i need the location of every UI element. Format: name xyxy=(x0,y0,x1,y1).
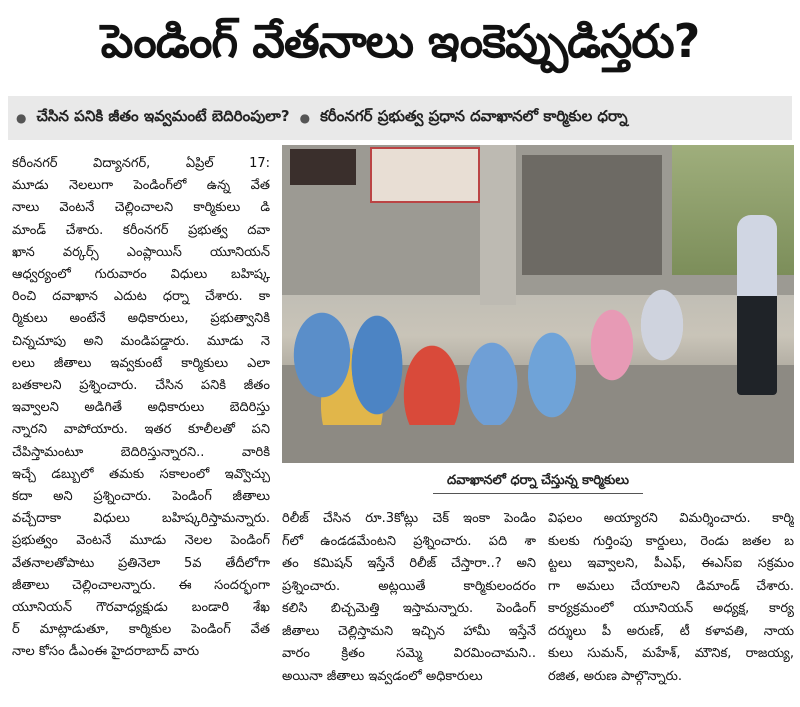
article-line: అయినా జీతాలు ఇవ్వడంలో అధికారులు xyxy=(282,668,483,684)
article-line: కలిసి బిచ్చమెత్తి ఇస్తామన్నారు. పెండింగ్ xyxy=(282,601,536,616)
article-line: నాల కోసం డీఎంఈ హైదరాబాద్ వారు xyxy=(12,644,200,660)
article-line: న్నారని వాపోయారు. ఇతర కూలీలతో పని xyxy=(12,422,270,438)
article-line: కులు సుమన్, మహేశ్, మౌనిక, రాజయ్య, xyxy=(548,646,794,661)
photo-caption-text: దవాఖానలో ధర్నా చేస్తున్న కార్మికులు xyxy=(433,473,643,494)
article-line: వచ్చేదాకా విధులు బహిష్కరిస్తామన్నారు. xyxy=(12,511,270,527)
article-line: కార్యక్రమంలో యూనియన్ అధ్యక్ష, కార్య xyxy=(548,601,794,616)
photo-banner xyxy=(370,147,480,203)
article-line: రిలీజ్ చేసిన రూ.3కోట్లు చెక్ ఇంకా పెండిం xyxy=(282,511,536,526)
article-column-right xyxy=(548,508,794,688)
article-line: నాలు వెంటనే చెల్లించాలని కార్మికులు డి xyxy=(12,200,270,216)
article-column-left xyxy=(12,153,270,664)
article-line: కులకు గుర్తింపు కార్డులు, రెండు జతల బ xyxy=(548,533,794,549)
article-line: వేతనాలతోపాటు ప్రతినెలా 5వ తేదీలోగా xyxy=(12,555,270,571)
bullet-icon: ● xyxy=(299,111,311,125)
article-line: ర్మికులు అంటేనే అధికారులు, ప్రభుత్వానికి xyxy=(12,311,270,327)
subheadline-bar xyxy=(8,96,792,140)
article-line: జీతాలు చెల్లిస్తామని ఇచ్చిన హామీ ఇస్తేనే xyxy=(282,623,536,639)
subheadline-1: చేసిన పనికి జీతం ఇవ్వమంటే బెదిరింపులా? xyxy=(36,107,290,125)
article-line: ఇవ్వాలని అడిగితే అధికారులు బెదిరిస్తు xyxy=(12,400,270,416)
article-line: కదా అని ప్రశ్నించారు. పెండింగ్ జీతాలు xyxy=(12,489,270,505)
subheadline-2: కరీంనగర్ ప్రభుత్వ ప్రధాన దవాఖానలో కార్మికుల ధర్నా xyxy=(320,107,628,125)
article-line: రజిత, అరుణ పాల్గొన్నారు. xyxy=(548,668,682,684)
article-line: ఆధ్వర్యంలో గురువారం విధులు బహిష్క xyxy=(12,267,270,283)
photo-protesters xyxy=(282,215,702,425)
article-line: ట్టలు ఇవ్వాలని, పీఎఫ్, ఈఎస్ఐ సక్రమం xyxy=(548,556,794,571)
article-line: వారం క్రితం సమ్మె విరమించామని.. xyxy=(282,646,536,661)
article-line: జీతాలు చెల్లించాలన్నారు. ఈ సందర్భంగా xyxy=(12,577,270,593)
article-line: కరీంనగర్ విద్యానగర్, ఏప్రిల్ 17: xyxy=(12,156,270,171)
article-line: మూడు నెలలుగా పెండింగ్‌లో ఉన్న వేత xyxy=(12,178,270,194)
article-line: లలు జీతాలు ఇవ్వకుంటే కార్మికులు ఎలా xyxy=(12,355,270,371)
article-line: తం కమిషన్ ఇస్తేనే రిలీజ్ చేస్తారా..? అని xyxy=(282,556,536,571)
article-line: దర్శులు పీ అరుణ్, టీ కళావతి, నాయ xyxy=(548,623,794,639)
article-line: ప్రభుత్వం వెంటనే మూడు నెలల పెండింగ్ xyxy=(12,533,270,549)
article-line: బతకాలని ప్రశ్నించారు. చేసిన పనికి జీతం xyxy=(12,378,270,394)
article-line: ర్ మాట్లాడుతూ, కార్మికుల పెండింగ్ వేత xyxy=(12,622,270,638)
headline: పెండింగ్ వేతనాలు ఇంకెప్పుడిస్తరు? xyxy=(100,14,700,68)
photo-standing-man xyxy=(737,215,777,395)
article-line: గ్‌లో ఉండడమేంటని ప్రశ్నించారు. పది శా xyxy=(282,533,536,549)
article-line: యూనియన్ గౌరవాధ్యక్షుడు బండారి శేఖ xyxy=(12,600,270,616)
photo-signboard xyxy=(290,149,356,185)
bullet-icon: ● xyxy=(16,111,27,125)
article-line: చిన్నచూపు అని మండిపడ్డారు. మూడు నె xyxy=(12,333,270,349)
news-photo xyxy=(282,145,794,463)
article-column-middle xyxy=(282,508,536,688)
photo-caption xyxy=(282,468,794,498)
article-line: చేపిస్తామంటూ బెదిరిస్తున్నారని.. వారికి xyxy=(12,444,270,460)
article-line: ప్రశ్నించారు. అట్లయితే కార్మికులందరం xyxy=(282,578,536,594)
article-line: విఫలం అయ్యారని విమర్శించారు. కార్మి xyxy=(548,511,794,526)
article-line: గా అమలు చేయాలని డిమాండ్ చేశారు. xyxy=(548,578,794,594)
article-line: ఖాన వర్కర్స్ ఎంప్లాయిస్ యూనియన్ xyxy=(12,244,270,260)
article-line: రించి దవాఖాన ఎదుట ధర్నా చేశారు. కా xyxy=(12,289,270,305)
article-line: ఇచ్చే డబ్బులో తమకు సకాలంలో ఇవ్వొచ్చు xyxy=(12,466,270,482)
article-line: మాండ్ చేశారు. కరీంనగర్ ప్రభుత్వ దవా xyxy=(12,222,270,238)
